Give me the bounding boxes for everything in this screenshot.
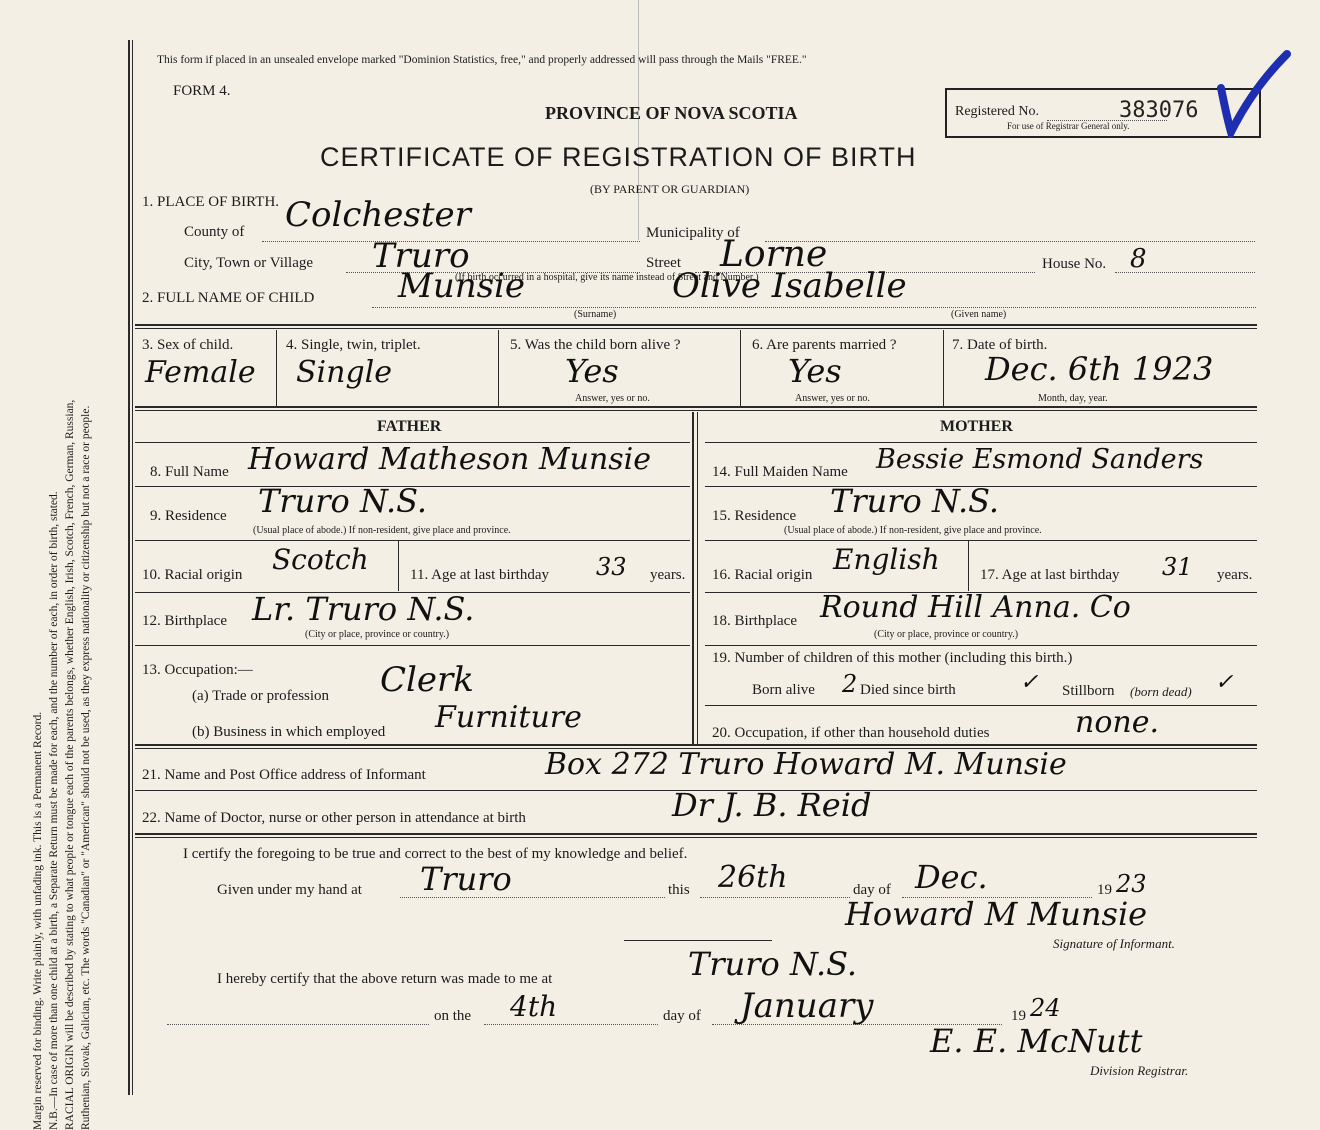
born-alive-label: 5. Was the child born alive ? (510, 337, 681, 353)
county-value: Colchester (285, 195, 471, 235)
father-residence-caption: (Usual place of abode.) If non-resident, give place and province. (253, 525, 511, 536)
house-number-label: House No. (1042, 256, 1107, 272)
mother-age-value: 31 (1162, 553, 1193, 581)
parents-married-caption: Answer, yes or no. (795, 393, 870, 404)
mother-birthplace-label: 18. Birthplace (712, 613, 797, 629)
registrar-month: January (740, 986, 874, 1026)
page-title: CERTIFICATE OF REGISTRATION OF BIRTH (320, 142, 917, 172)
mother-racial-origin-label: 16. Racial origin (712, 567, 813, 583)
born-alive-caption: Answer, yes or no. (575, 393, 650, 404)
registered-number-label: Registered No. (955, 104, 1039, 119)
margin-note-racial-origin-cont: Ruthenian, Slovak, Galician, etc. The words "Canadian" or "American" should not be used, as they express nationality or citizenship but not a race or people. (80, 405, 92, 1130)
father-trade-label: (a) Trade or profession (192, 688, 330, 704)
mother-residence-label: 15. Residence (712, 508, 797, 524)
street-label: Street (646, 255, 681, 271)
died-since-birth-value: ✓ (1020, 670, 1039, 695)
mother-age-label: 17. Age at last birthday (980, 567, 1120, 583)
mother-heading: MOTHER (940, 418, 1013, 435)
certify-this-label: this (668, 882, 690, 898)
doctor-label: 22. Name of Doctor, nurse or other person in attendance at birth (142, 810, 526, 826)
born-alive-count-label: Born alive (752, 682, 815, 698)
mother-name-label: 14. Full Maiden Name (712, 464, 848, 480)
child-given-name: Olive Isabelle (672, 266, 907, 306)
stillborn-note: (born dead) (1130, 684, 1192, 699)
surname-caption: (Surname) (574, 309, 617, 320)
father-business-value: Furniture (435, 700, 582, 735)
father-age-years: years. (650, 567, 686, 583)
doctor-value: Dr J. B. Reid (672, 786, 872, 824)
street-value: Lorne (720, 234, 828, 275)
certify-month: Dec. (915, 858, 988, 896)
father-trade-value: Clerk (380, 660, 474, 700)
certify-year: 23 (1116, 870, 1147, 898)
sex-value: Female (145, 355, 256, 390)
plurality-value: Single (296, 355, 393, 390)
margin-note-multiple-births: N.B.—In case of more than one child at a birth, a Separate Return must be made for each, and the number of each, in order of birth, stated. (48, 491, 60, 1130)
form-number: FORM 4. (173, 83, 231, 99)
checkmark-icon (1213, 48, 1293, 138)
died-since-birth-label: Died since birth (860, 682, 956, 698)
house-number-value: 8 (1130, 244, 1147, 274)
mother-age-years: years. (1217, 567, 1253, 583)
mother-racial-origin-value: English (833, 543, 940, 576)
father-racial-origin-label: 10. Racial origin (142, 567, 243, 583)
father-residence-label: 9. Residence (150, 508, 227, 524)
given-name-caption: (Given name) (951, 309, 1007, 320)
certify-day: 26th (718, 860, 788, 895)
registrar-year: 24 (1030, 994, 1061, 1022)
informant-signature: Howard M Munsie (845, 895, 1148, 933)
father-birthplace-caption: (City or place, province or country.) (305, 629, 450, 640)
father-residence-value: Truro N.S. (258, 482, 428, 520)
stillborn-value: ✓ (1215, 670, 1234, 695)
given-under-label: Given under my hand at (217, 882, 362, 898)
mother-occupation-label: 20. Occupation, if other than household duties (712, 725, 990, 741)
father-racial-origin-value: Scotch (272, 543, 369, 576)
parents-married-value: Yes (788, 352, 842, 390)
mother-residence-value: Truro N.S. (830, 482, 1000, 520)
registrar-dayof-label: day of (663, 1008, 701, 1024)
sex-label: 3. Sex of child. (142, 337, 234, 353)
city-label: City, Town or Village (184, 255, 314, 271)
stillborn-label: Stillborn (1062, 683, 1115, 699)
municipality-label: Municipality of (646, 225, 740, 241)
registrar-signature: E. E. McNutt (930, 1022, 1143, 1060)
father-business-label: (b) Business in which employed (192, 724, 386, 740)
father-heading: FATHER (377, 418, 442, 435)
margin-notes (30, 100, 130, 1130)
certify-statement: I certify the foregoing to be true and correct to the best of my knowledge and belief. (183, 846, 688, 862)
informant-value: Box 272 Truro Howard M. Munsie (545, 747, 1067, 782)
registrar-day: 4th (510, 990, 558, 1023)
certify-year-prefix: 19 (1097, 882, 1112, 898)
registrar-statement: I hereby certify that the above return was made to me at (217, 971, 553, 987)
child-name-label: 2. FULL NAME OF CHILD (142, 290, 315, 306)
plurality-label: 4. Single, twin, triplet. (286, 337, 421, 353)
born-alive-count: 2 (842, 670, 858, 698)
mother-residence-caption: (Usual place of abode.) If non-resident, give place and province. (784, 525, 1042, 536)
certify-dayof-label: day of (853, 882, 891, 898)
hospital-note: (If birth occurred in a hospital, give its name instead of Street and Number.) (455, 272, 759, 283)
father-birthplace-value: Lr. Truro N.S. (252, 590, 475, 628)
parents-married-label: 6. Are parents married ? (752, 337, 897, 353)
date-of-birth-value: Dec. 6th 1923 (985, 350, 1214, 388)
registrar-on-the-label: on the (434, 1008, 472, 1024)
father-age-value: 33 (596, 553, 627, 581)
margin-note-binding: Margin reserved for binding. Write plainly, with unfading ink. This is a Permanent Record. (32, 711, 44, 1130)
father-age-label: 11. Age at last birthday (410, 567, 549, 583)
certify-place: Truro (420, 860, 512, 898)
province-heading: PROVINCE OF NOVA SCOTIA (545, 103, 798, 123)
page-subtitle: (BY PARENT OR GUARDIAN) (590, 182, 750, 196)
father-name-value: Howard Matheson Munsie (248, 442, 652, 477)
born-alive-value: Yes (565, 352, 619, 390)
registrar-caption: Division Registrar. (1090, 1063, 1189, 1078)
city-value: Truro (372, 236, 470, 276)
mother-name-value: Bessie Esmond Sanders (876, 444, 1204, 475)
margin-rule (128, 40, 130, 1095)
mother-birthplace-value: Round Hill Anna. Co (820, 590, 1131, 625)
informant-signature-caption: Signature of Informant. (1053, 936, 1175, 951)
mother-children-label: 19. Number of children of this mother (including this birth.) (712, 650, 1073, 666)
county-label: County of (184, 224, 245, 240)
father-occupation-label: 13. Occupation:— (142, 662, 253, 678)
informant-label: 21. Name and Post Office address of Informant (142, 767, 426, 783)
child-surname: Munsie (398, 266, 526, 306)
margin-note-racial-origin: RACIAL ORIGIN will be described by stating to what people or tongue each of the parents belongs, whether English, Irish, Scotch, French, German, Russian, (64, 399, 76, 1130)
registered-number-note: For use of Registrar General only. (1007, 121, 1130, 131)
father-birthplace-label: 12. Birthplace (142, 613, 227, 629)
registered-number-value: 383076 (1119, 98, 1199, 123)
mother-occupation-value: none. (1075, 705, 1159, 740)
date-of-birth-caption: Month, day, year. (1038, 393, 1108, 404)
date-of-birth-label: 7. Date of birth. (952, 337, 1048, 353)
registrar-place: Truro N.S. (688, 945, 858, 983)
registrar-year-prefix: 19 (1011, 1008, 1026, 1024)
father-name-label: 8. Full Name (150, 464, 229, 480)
mother-birthplace-caption: (City or place, province or country.) (874, 629, 1019, 640)
place-of-birth-label: 1. PLACE OF BIRTH. (142, 194, 280, 210)
margin-rule-inner (132, 40, 133, 1095)
postal-note: This form if placed in an unsealed envelope marked "Dominion Statistics, free," and properly addressed will pass through the Mails "FREE." (157, 54, 807, 66)
